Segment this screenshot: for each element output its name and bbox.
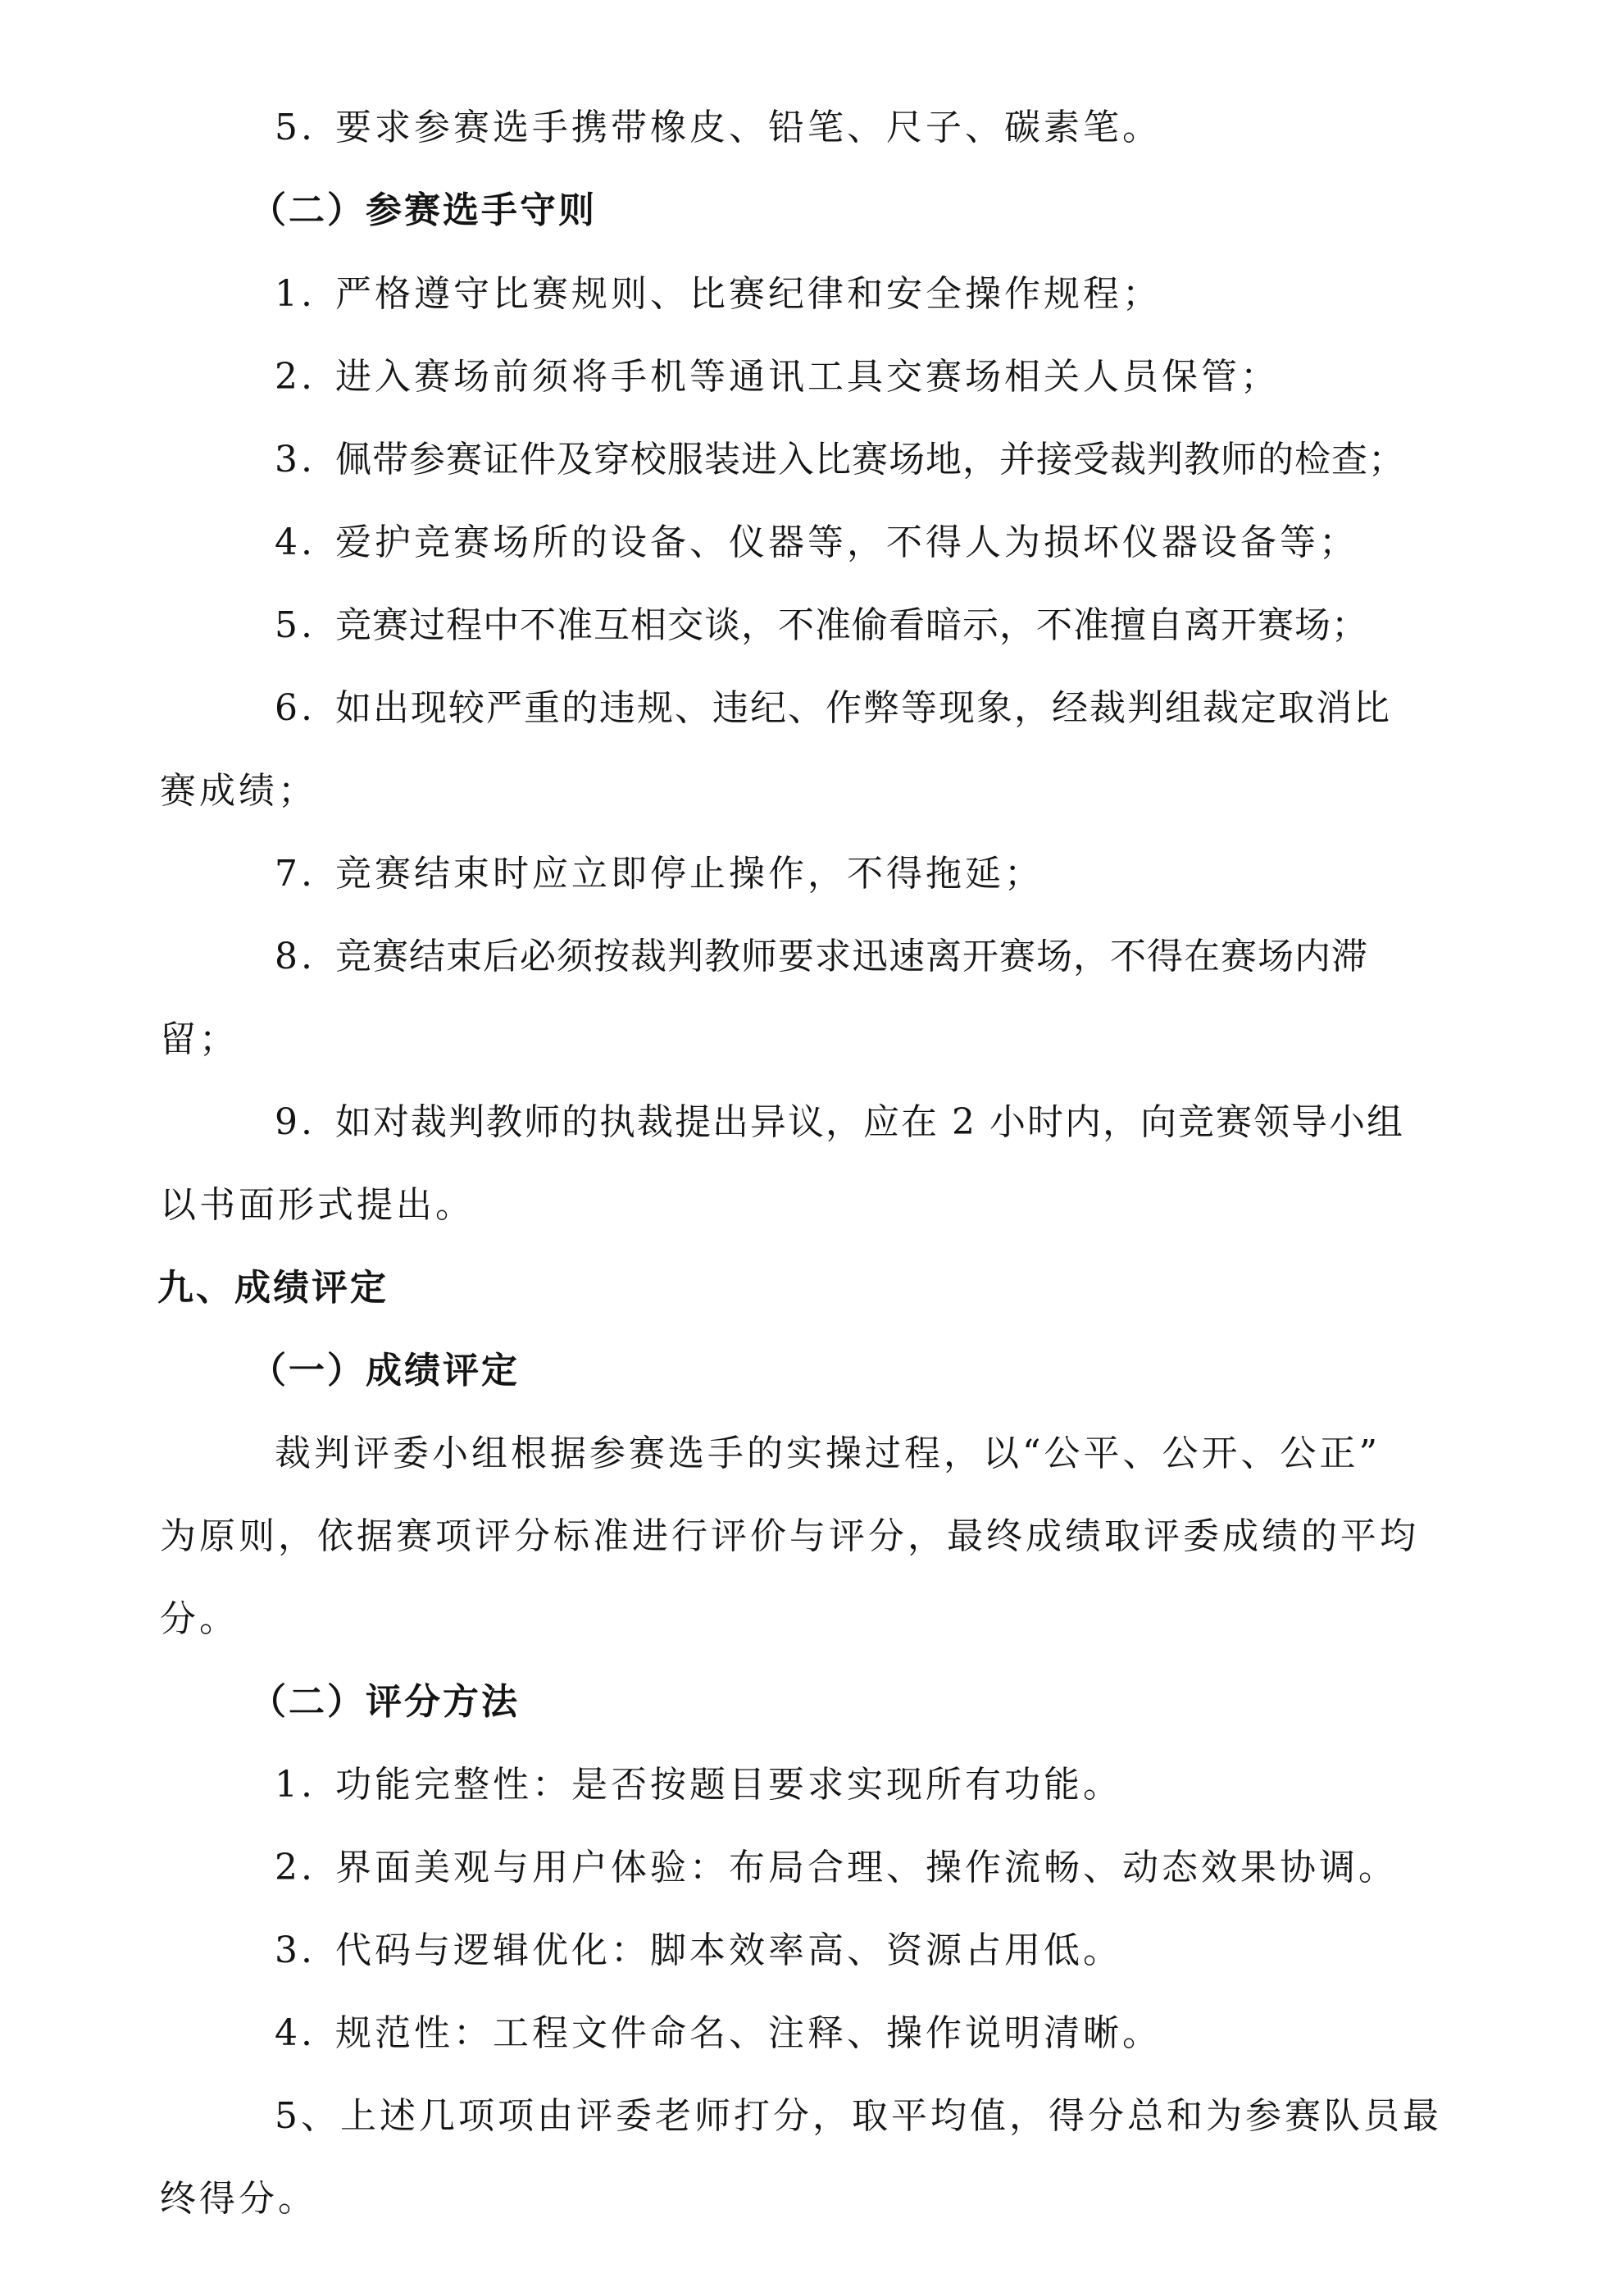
item-text: 代码与逻辑优化：脚本效率高、资源占用低。 bbox=[335, 1929, 1122, 1971]
item-text: 功能完整性：是否按题目要求实现所有功能。 bbox=[335, 1764, 1122, 1806]
item-number: 3. bbox=[275, 1929, 316, 1971]
list-item bbox=[275, 684, 1391, 733]
paragraph-line: 分。 bbox=[160, 1598, 239, 1640]
item-number: 6. bbox=[275, 687, 316, 729]
list-item bbox=[275, 932, 1368, 982]
item-number: 4. bbox=[275, 522, 316, 563]
list-item bbox=[275, 1926, 1122, 1975]
paragraph-line: 为原则，依据赛项评分标准进行评价与评分，最终成绩取评委成绩的平均 bbox=[160, 1515, 1419, 1557]
item-text: 竞赛结束后必须按裁判教师要求迅速离开赛场，不得在赛场内滞 bbox=[335, 936, 1368, 977]
paragraph-line: 裁判评委小组根据参赛选手的实操过程，以“公平、公开、公正” bbox=[275, 1433, 1381, 1474]
section-heading-method: （二）评分方法 bbox=[250, 1681, 520, 1723]
item-text: 竞赛过程中不准互相交谈，不准偷看暗示，不准擅自离开赛场； bbox=[335, 604, 1368, 646]
item-number: 3. bbox=[275, 439, 316, 481]
item-number: 4. bbox=[275, 2012, 316, 2054]
item-text: 爱护竞赛场所的设备、仪器等，不得人为损坏仪器设备等； bbox=[335, 522, 1358, 563]
item-number: 2. bbox=[275, 356, 316, 398]
item-text: 佩带参赛证件及穿校服装进入比赛场地，并接受裁判教师的检查； bbox=[335, 439, 1405, 481]
item-text: 界面美观与用户体验：布局合理、操作流畅、动态效果协调。 bbox=[335, 1847, 1398, 1888]
item-number: 7. bbox=[275, 853, 316, 895]
list-item bbox=[275, 103, 1162, 153]
item-text: 如出现较严重的违规、违纪、作弊等现象，经裁判组裁定取消比 bbox=[335, 687, 1391, 729]
list-item bbox=[275, 270, 1162, 319]
item-text: 要求参赛选手携带橡皮、铅笔、尺子、碳素笔。 bbox=[335, 107, 1162, 148]
chapter-heading: 九、成绩评定 bbox=[157, 1267, 389, 1309]
section-heading-rules: （二）参赛选手守则 bbox=[250, 189, 597, 231]
item-number: 5. bbox=[275, 107, 316, 148]
item-text: 进入赛场前须将手机等通讯工具交赛场相关人员保管； bbox=[335, 356, 1280, 398]
list-item bbox=[275, 1843, 1398, 1893]
item-number: 8. bbox=[275, 936, 316, 977]
item-text: 如对裁判教师的执裁提出异议，应在 2 小时内，向竞赛领导小组 bbox=[335, 1101, 1404, 1143]
list-item bbox=[275, 601, 1368, 650]
list-item bbox=[275, 1098, 1404, 1147]
list-item bbox=[275, 518, 1358, 567]
list-item bbox=[275, 353, 1280, 402]
list-item: 5、上述几项项由评委老师打分，取平均值，得分总和为参赛队员最 bbox=[275, 2095, 1442, 2137]
item-text: 竞赛结束时应立即停止操作，不得拖延； bbox=[335, 853, 1044, 895]
list-item-continuation: 赛成绩； bbox=[160, 770, 317, 812]
item-number: 1. bbox=[275, 1764, 316, 1806]
list-item bbox=[275, 2009, 1162, 2058]
item-text: 严格遵守比赛规则、比赛纪律和安全操作规程； bbox=[335, 273, 1162, 315]
item-number: 2. bbox=[275, 1847, 316, 1888]
list-item-continuation: 终得分。 bbox=[160, 2178, 317, 2220]
item-number: 9. bbox=[275, 1101, 316, 1143]
item-number: 5. bbox=[275, 604, 316, 646]
list-item-continuation: 以书面形式提出。 bbox=[160, 1184, 475, 1226]
list-item bbox=[275, 1761, 1122, 1810]
item-number: 1. bbox=[275, 273, 316, 315]
section-heading-score: （一）成绩评定 bbox=[250, 1350, 520, 1392]
item-text: 规范性：工程文件命名、注释、操作说明清晰。 bbox=[335, 2012, 1162, 2054]
list-item bbox=[275, 435, 1405, 485]
list-item-continuation: 留； bbox=[160, 1018, 239, 1060]
list-item bbox=[275, 850, 1044, 899]
